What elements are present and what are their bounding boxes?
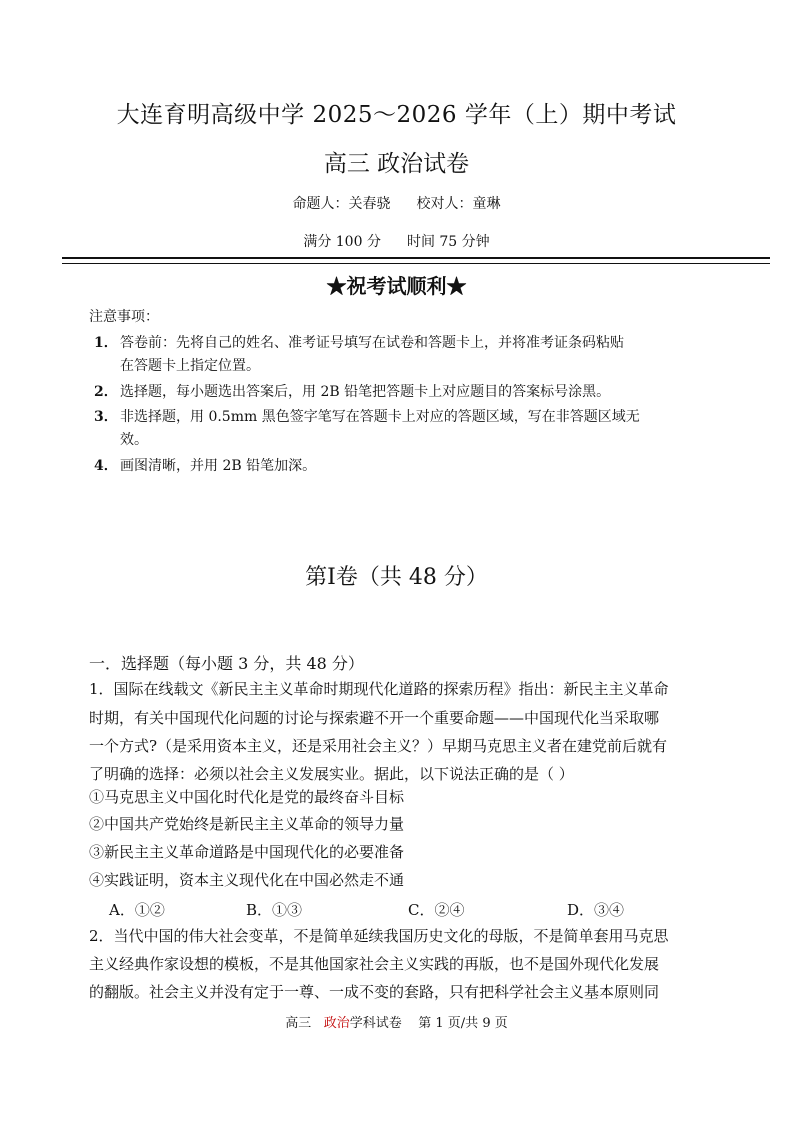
author-line xyxy=(0,193,793,213)
score-time-line xyxy=(0,231,793,251)
footer-subject: 政治 xyxy=(323,1016,350,1031)
full-score: 满分 100 分 xyxy=(303,234,381,250)
notes-heading: 注意事项： xyxy=(89,309,159,325)
question-text-line: 的翻版。社会主义并没有定于一尊、一成不变的套路，只有把科学社会主义基本原则同 xyxy=(89,983,660,1001)
section-heading: 一．选择题（每小题 3 分，共 48 分） xyxy=(89,654,364,673)
note-number: 3． xyxy=(94,409,118,425)
divider-thick xyxy=(62,257,770,259)
note-number: 2． xyxy=(94,384,118,400)
question-text-line: 一个方式?（是采用资本主义，还是采用社会主义？）早期马克思主义者在建党前后就有 xyxy=(89,737,668,755)
note-text: 答卷前：先将自己的姓名、准考证号填写在试卷和答题卡上，并将准考证条码粘贴 xyxy=(120,335,624,351)
note-number: 4． xyxy=(94,458,118,474)
statement: ④实践证明，资本主义现代化在中国必然走不通 xyxy=(89,871,405,889)
answer-option-b: B．①③ xyxy=(246,901,303,919)
footer-doc-type: 学科试卷 xyxy=(349,1016,402,1031)
note-text: 选择题，每小题选出答案后，用 2B 铅笔把答题卡上对应题目的答案标号涂黑。 xyxy=(120,384,611,400)
checker-label: 校对人：童琳 xyxy=(416,196,501,212)
part-title: 第Ⅰ卷（共 48 分） xyxy=(305,565,488,590)
note-text: 效。 xyxy=(120,432,148,448)
answer-option-c: C．②④ xyxy=(408,901,465,919)
question-text-line: 了明确的选择：必须以社会主义发展实业。据此，以下说法正确的是（ ） xyxy=(89,765,574,783)
note-text: 在答题卡上指定位置。 xyxy=(120,358,260,374)
question-text-line: 主义经典作家设想的模板，不是其他国家社会主义实践的再版，也不是国外现代化发展 xyxy=(89,955,660,973)
question-text-line: 1．国际在线载文《新民主主义革命时期现代化道路的探索历程》指出：新民主主义革命 xyxy=(89,680,669,698)
exam-subtitle: 高三 政治试卷 xyxy=(323,151,470,177)
statement: ②中国共产党始终是新民主主义革命的领导力量 xyxy=(89,815,405,833)
answer-option-d: D．③④ xyxy=(567,901,625,919)
exam-title: 大连育明高级中学 2025～2026 学年（上）期中考试 xyxy=(116,102,677,128)
divider-thin xyxy=(62,263,770,264)
good-luck-banner: ★祝考试顺利★ xyxy=(326,274,467,298)
note-text: 画图清晰，并用 2B 铅笔加深。 xyxy=(120,458,317,474)
question-text-line: 2．当代中国的伟大社会变革，不是简单延续我国历史文化的母版，不是简单套用马克思 xyxy=(89,927,669,945)
author-label: 命题人：关春骁 xyxy=(292,196,391,212)
note-text: 非选择题，用 0.5mm 黑色签字笔写在答题卡上对应的答题区域，写在非答题区域无 xyxy=(120,409,640,425)
question-text-line: 时期，有关中国现代化问题的讨论与探索避不开一个重要命题——中国现代化当采取哪 xyxy=(89,709,660,727)
page-number: 第 1 页/共 9 页 xyxy=(418,1016,508,1031)
time-limit: 时间 75 分钟 xyxy=(406,234,490,250)
footer-grade: 高三 xyxy=(285,1016,312,1031)
note-number: 1． xyxy=(94,335,118,351)
answer-option-a: A．①② xyxy=(109,901,165,919)
statement: ③新民主主义革命道路是中国现代化的必要准备 xyxy=(89,843,405,861)
page-footer xyxy=(0,1012,793,1031)
statement: ①马克思主义中国化时代化是党的最终奋斗目标 xyxy=(89,788,405,806)
